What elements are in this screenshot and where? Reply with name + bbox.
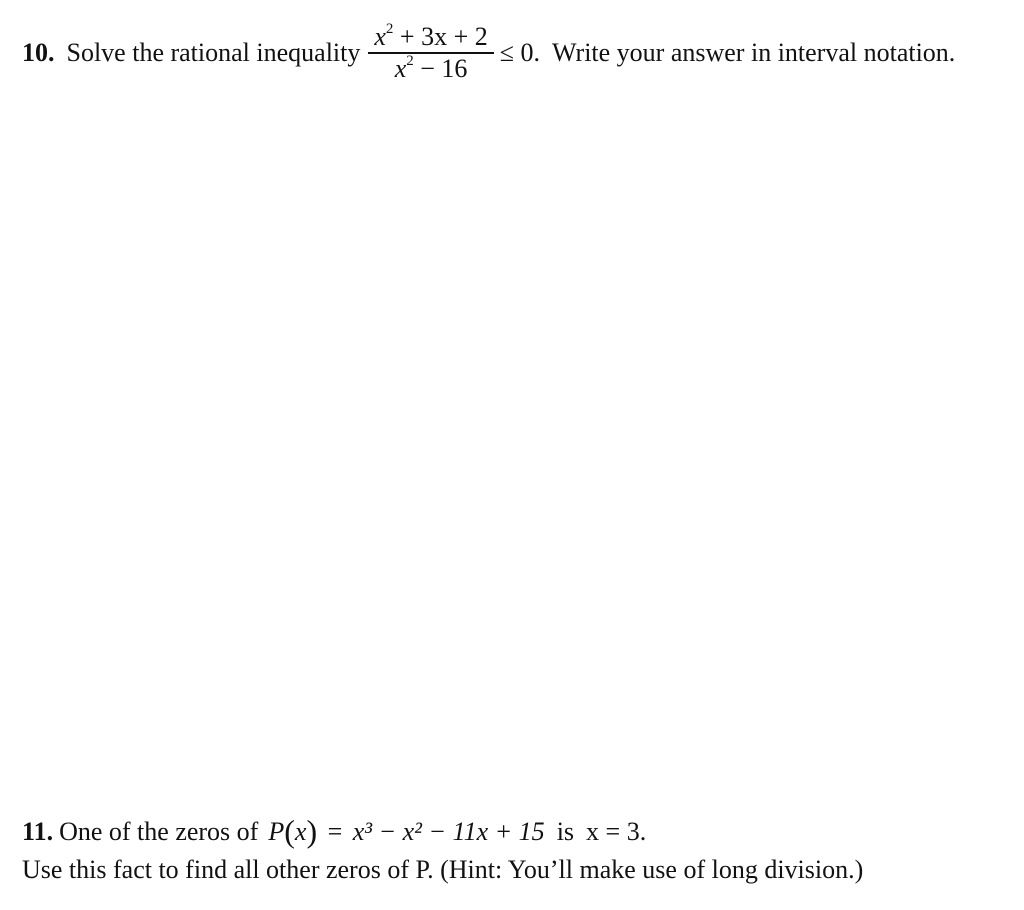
function-name: P <box>268 817 285 846</box>
inequality-relation: ≤ 0. <box>499 38 541 68</box>
problem-10-statement <box>22 22 955 84</box>
problem-number: 10. <box>22 38 55 68</box>
rational-expression <box>368 22 493 84</box>
denominator-exponent: 2 <box>406 52 414 69</box>
denominator-variable: x <box>394 53 407 83</box>
numerator-rest: + 3x + 2 <box>399 22 488 51</box>
problem-number: 11. <box>22 816 54 846</box>
problem-11-instruction: Use this fact to find all other zeros of P. (Hint: You’ll make use of long division.) <box>22 855 864 885</box>
problem-instruction: Write your answer in interval notation. <box>552 38 956 68</box>
connector-text: is <box>556 816 575 846</box>
problem-10 <box>22 22 955 84</box>
problem-intro: One of the zeros of <box>59 816 259 846</box>
polynomial-definition: P(x) = x³ − x² − 11x + 15 <box>268 813 545 849</box>
denominator-rest: − 16 <box>420 53 468 83</box>
numerator-variable: x <box>374 22 386 51</box>
numerator-exponent: 2 <box>385 21 394 37</box>
problem-intro: Solve the rational inequality <box>66 38 361 68</box>
fraction-numerator <box>368 22 493 52</box>
fraction-denominator <box>389 54 474 84</box>
given-zero: x = 3. <box>586 816 647 846</box>
polynomial-expression: x³ − x² − 11x + 15 <box>352 817 545 846</box>
problem-11-statement <box>22 812 863 850</box>
problem-11 <box>22 812 863 886</box>
function-argument: x <box>294 817 307 846</box>
